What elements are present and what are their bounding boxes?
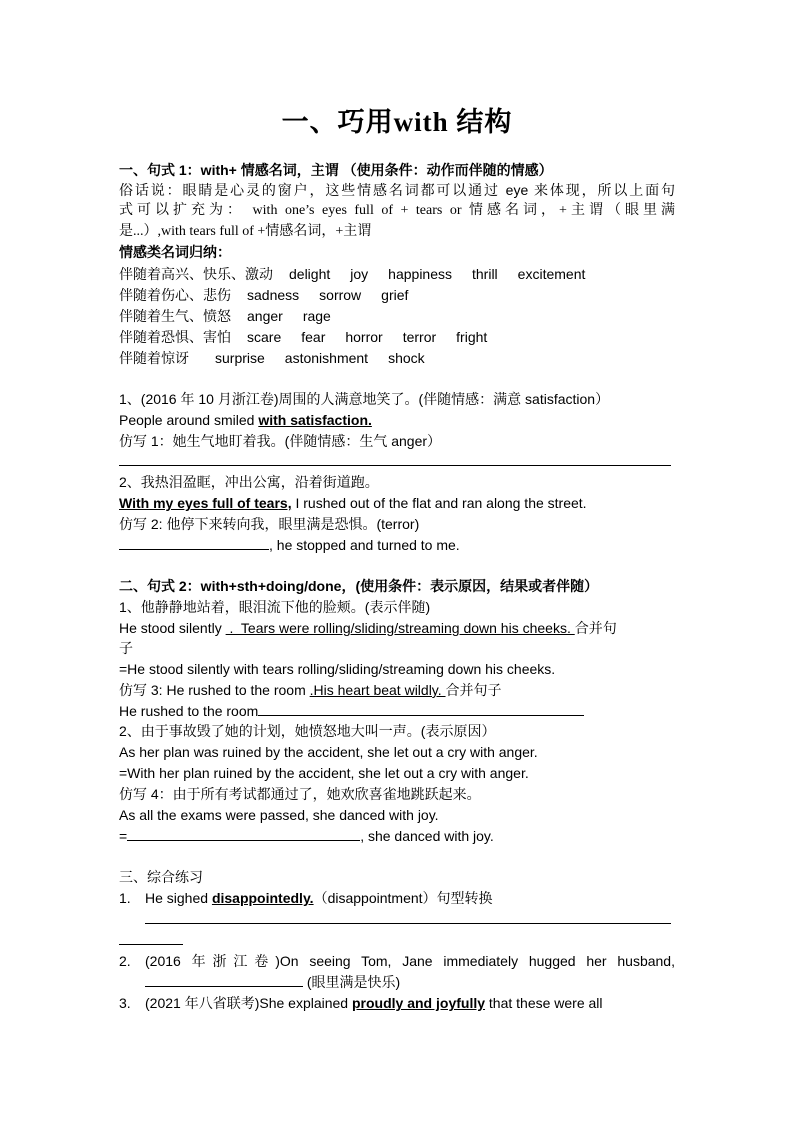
s1-example2-english <box>119 493 675 513</box>
word: rage <box>302 308 331 324</box>
answer-blank[interactable] <box>119 930 675 950</box>
sentence-text: , he stopped and turned to me. <box>269 537 460 553</box>
category-row <box>119 348 675 368</box>
section3-heading: 三、综合练习 <box>119 869 203 885</box>
sentence-text: (2016 年浙江卷)On seeing Tom, Jane immediately hugged her husband, <box>145 953 675 969</box>
word: joy <box>350 266 369 282</box>
category-row <box>119 264 675 284</box>
item-number: 1. <box>119 890 131 906</box>
sentence-text: 仿写 3: He rushed to the room <box>119 682 310 698</box>
sentence-text: that these were all <box>485 995 603 1011</box>
exercise-item-1 <box>119 888 675 908</box>
sentence-text: (2021 年八省联考)She explained <box>145 995 352 1011</box>
emphasized-phrase: proudly and joyfully <box>352 995 486 1011</box>
emphasized-phrase: with satisfaction. <box>258 412 372 428</box>
word: excitement <box>517 266 586 282</box>
s2-task3-fill <box>119 701 675 721</box>
category-label: 伴随着恐惧、害怕 <box>119 329 231 345</box>
emphasized-phrase: With my eyes full of tears, <box>119 495 292 511</box>
underlined-phrase: . Tears were rolling/sliding/streaming down his cheeks. <box>225 620 575 636</box>
answer-blank[interactable] <box>145 972 303 987</box>
s2-example1-answer: =He stood silently with tears rolling/sliding/streaming down his cheeks. <box>119 661 556 677</box>
sentence-text: People around smiled <box>119 412 259 428</box>
item-number: 3. <box>119 995 131 1011</box>
category-label: 伴随着伤心、悲伤 <box>119 287 231 303</box>
section1-heading: 一、句式 1：with+ 情感名词，主谓 （使用条件：动作而伴随的情感） <box>119 162 553 178</box>
word: thrill <box>472 266 498 282</box>
answer-blank[interactable] <box>119 451 675 471</box>
emphasized-phrase: disappointedly. <box>211 890 314 906</box>
word: horror <box>345 329 383 345</box>
sentence-text: 合并句 <box>574 620 617 636</box>
word: grief <box>381 287 409 303</box>
category-label: 伴随着惊讶 <box>119 350 189 366</box>
s1-task1: 仿写 1：她生气地盯着我。(伴随情感：生气 anger） <box>119 433 442 449</box>
s2-task3 <box>119 680 675 700</box>
category-row <box>119 285 675 305</box>
word: astonishment <box>284 350 369 366</box>
s1-task2-fill <box>119 535 675 555</box>
category-row <box>119 306 675 326</box>
s2-example1-english <box>119 618 675 638</box>
s2-task4: 仿写 4：由于所有考试都通过了，她欢欣喜雀地跳跃起来。 <box>119 786 481 802</box>
sentence-text: I rushed out of the flat and ran along the street. <box>291 495 587 511</box>
word: sorrow <box>319 287 362 303</box>
section2-heading: 二、句式 2：with+sth+doing/done，(使用条件：表示原因，结果或者伴随） <box>119 578 599 594</box>
answer-blank[interactable] <box>127 826 360 841</box>
s2-example2-chinese: 2、由于事故毁了她的计划，她愤怒地大叫一声。(表示原因） <box>119 723 496 739</box>
s2-task4-fill <box>119 826 675 846</box>
categories-heading: 情感类名词归纳： <box>119 244 231 260</box>
answer-blank[interactable] <box>119 535 269 550</box>
sentence-text: 合并句子 <box>445 682 502 698</box>
word: fright <box>456 329 488 345</box>
sentence-text: He sighed <box>145 890 212 906</box>
word: surprise <box>215 350 265 366</box>
page-title: 一、巧用with 结构 <box>281 107 513 137</box>
sentence-text: He stood silently <box>119 620 226 636</box>
s1-paragraph-line1: 俗话说：眼睛是心灵的窗户，这些情感名词都可以通过 eye 来体现，所以上面句 <box>119 182 675 198</box>
exercise-item-3 <box>119 993 675 1013</box>
answer-blank[interactable] <box>119 909 675 929</box>
sentence-text: He rushed to the room <box>119 703 259 719</box>
s2-example1-chinese: 1、他静静地站着，眼泪流下他的脸颊。(表示伴随) <box>119 599 431 615</box>
s1-example1-english <box>119 410 675 430</box>
s1-task2: 仿写 2: 他停下来转向我，眼里满是恐惧。(terror) <box>119 516 420 532</box>
answer-blank[interactable] <box>258 701 584 716</box>
word: anger <box>247 308 283 324</box>
sentence-text: = <box>119 828 128 844</box>
exercise-item-2-fill <box>119 972 675 992</box>
word: terror <box>402 329 437 345</box>
word: sadness <box>247 287 300 303</box>
word: delight <box>289 266 331 282</box>
item-number: 2. <box>119 953 131 969</box>
s1-example2-chinese: 2、我热泪盈眶，冲出公寓，沿着街道跑。 <box>119 474 379 490</box>
sentence-text: （disappointment）句型转换 <box>313 890 493 906</box>
s1-paragraph-line2: 式可以扩充为： with one’s eyes full of + tears or 情感名词，+主谓（眼里满 <box>119 203 675 218</box>
exercise-item-2 <box>119 951 675 971</box>
word: fear <box>301 329 326 345</box>
s2-example1-wrap: 子 <box>119 640 133 656</box>
s2-example2-answer: =With her plan ruined by the accident, she let out a cry with anger. <box>119 765 529 781</box>
category-label: 伴随着生气、愤怒 <box>119 308 231 324</box>
sentence-text: (眼里满是快乐) <box>303 974 401 990</box>
category-label: 伴随着高兴、快乐、激动 <box>119 266 273 282</box>
s1-example1-chinese: 1、(2016 年 10 月浙江卷)周围的人满意地笑了。(伴随情感：满意 satisfaction） <box>119 391 610 407</box>
sentence-text: , she danced with joy. <box>360 828 494 844</box>
underlined-phrase: .His heart beat wildly. <box>309 682 446 698</box>
s2-example2-english: As her plan was ruined by the accident, she let out a cry with anger. <box>119 744 538 760</box>
category-row <box>119 327 675 347</box>
word: shock <box>388 350 425 366</box>
s2-task4-english: As all the exams were passed, she danced with joy. <box>119 807 439 823</box>
word: happiness <box>388 266 452 282</box>
s1-paragraph-line3: 是...）,with tears full of +情感名词，+主谓 <box>119 224 372 239</box>
word: scare <box>247 329 282 345</box>
